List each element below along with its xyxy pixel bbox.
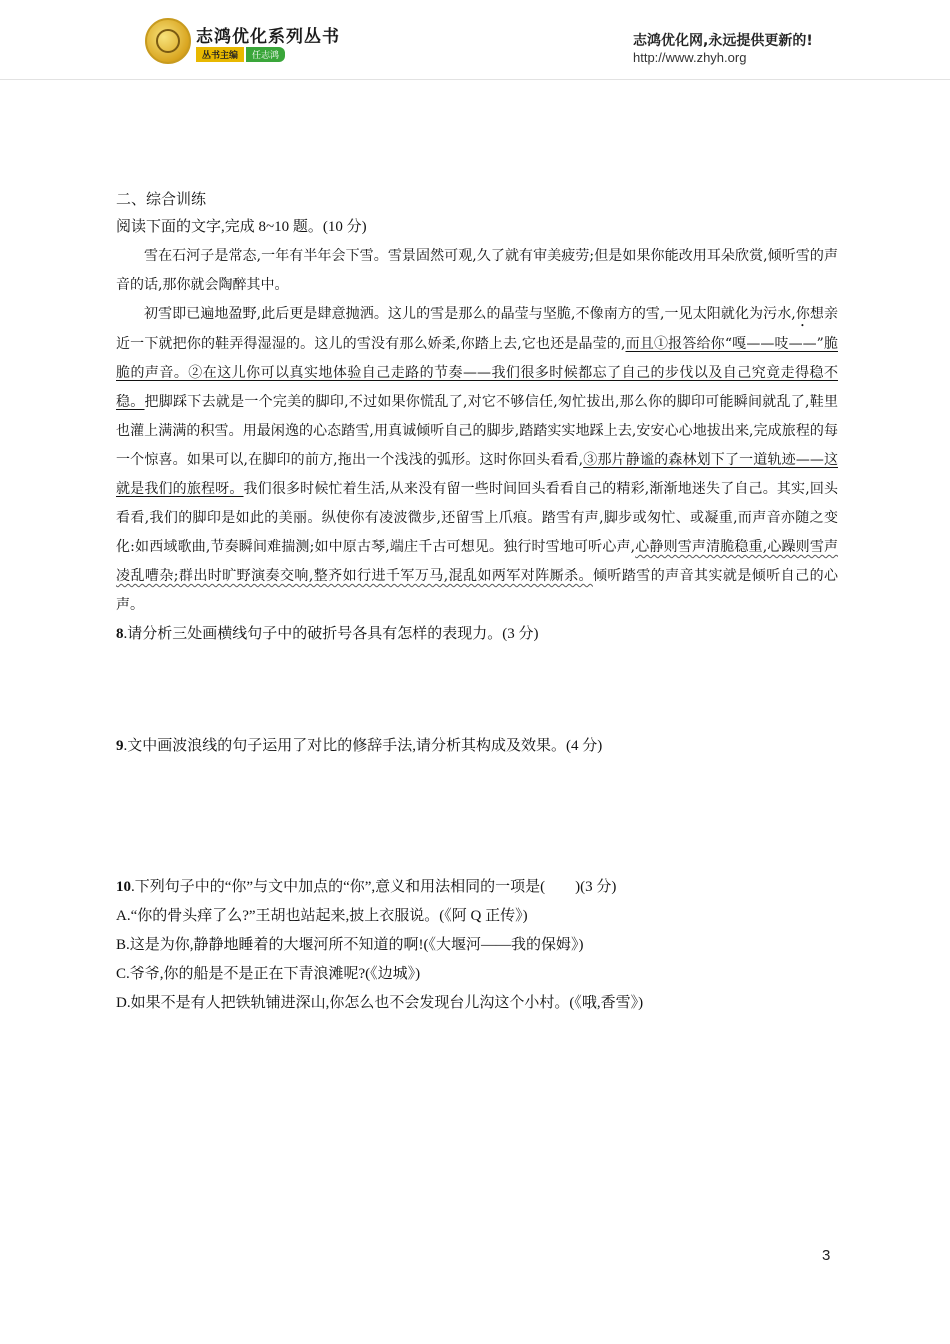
brand-title: 志鸿优化系列丛书 [196,27,340,47]
page-header [0,0,950,80]
section-title: 二、综合训练 [116,190,207,208]
passage-paragraph-1: 雪在石河子是常态,一年有半年会下雪。雪景固然可观,久了就有审美疲劳;但是如果你能改用耳朵欣赏,倾听雪的声音的话,那你就会陶醉其中。 [116,248,838,293]
section-intro: 阅读下面的文字,完成 8~10 题。(10 分) [116,219,367,235]
underlined-sentence-3: ③那片静谧的森林划下了一道轨迹——这就是我们的旅程呀。 [116,452,838,497]
site-url[interactable]: http://www.zhyh.org [633,50,747,65]
site-slogan: 志鸿优化网,永远提供更新的! [633,33,813,49]
page-content [116,186,838,1018]
question-9: 9.文中画波浪线的句子运用了对比的修辞手法,请分析其构成及效果。(4 分) [116,738,603,754]
dotted-word: 你 [795,306,810,322]
answer-space-9 [116,761,838,873]
question-8: 8.请分析三处画横线句子中的破折号各具有怎样的表现力。(3 分) [116,626,539,642]
option-b: B.这是为你,静静地睡着的大堰河所不知道的啊!(《大堰河——我的保姆》) [116,937,584,953]
option-c: C.爷爷,你的船是不是正在下青浪滩呢?(《边城》) [116,966,421,982]
option-a: A.“你的骨头痒了么?”王胡也站起来,披上衣服说。(《阿 Q 正传》) [116,908,528,924]
answer-space-8 [116,649,838,732]
brand-subtitle [196,47,285,61]
editor-tag: 丛书主编 [196,47,244,62]
editor-name: 任志鸿 [246,47,285,62]
question-10: 10.下列句子中的“你”与文中加点的“你”,意义和用法相同的一项是( )(3 分) [116,879,617,895]
header-divider [0,79,950,80]
series-logo-icon [145,18,191,64]
wavy-underlined-sentence: 心静则雪声清脆稳重,心躁则雪声凌乱嘈杂;群出时旷野演奏交响,整齐如行进千军万马,混乱如两军对阵厮杀。 [116,539,838,584]
page-number: 3 [822,1247,831,1264]
underlined-sentence-1-2: 而且①报答给你“嘎——吱——”脆脆的声音。②在这儿你可以真实地体验自己走路的节奏——我们很多时候都忘了自己的步伐以及自己究竟走得稳不稳。 [116,336,838,410]
option-d: D.如果不是有人把铁轨铺进深山,你怎么也不会发现台儿沟这个小村。(《哦,香雪》) [116,995,644,1011]
passage-paragraph-2: 初雪即已遍地盈野,此后更是肆意抛洒。这儿的雪是那么的晶莹与坚脆,不像南方的雪,一见太阳就化为污水,你想亲近一下就把你的鞋弄得湿湿的。这儿的雪没有那么娇柔,你踏上去,它也还是晶莹的,而且①报答给你“嘎——吱——”脆脆的声音。②在这儿你可以真实地体验自己走路的节奏——我们很多时候都忘了自己的步伐以及自己究竟走得稳不稳。把脚踩下去就是一个完美的脚印,不过如果你慌乱了,对它不够信任,匆忙拔出,那么你的脚印可能瞬间就乱了,鞋里也灌上满满的积雪。用最闲逸的心态踏雪,用真诚倾听自己的脚步,踏踏实实地踩上去,安安心心地拔出来,完成旅程的每一个惊喜。如果可以,在脚印的前方,拖出一个浅浅的弧形。这时你回头看看,③那片静谧的森林划下了一道轨迹——这就是我们的旅程呀。我们很多时候忙着生活,从来没有留一些时间回头看看自己的精彩,渐渐地迷失了自己。其实,回头看看,我们的脚印是如此的美丽。纵使你有凌波微步,还留雪上爪痕。踏雪有声,脚步或匆忙、或凝重,而声音亦随之变化:如西域歌曲,节奏瞬间难揣测;如中原古琴,端庄千古可想见。独行时雪地可听心声,心静则雪声清脆稳重,心躁则雪声凌乱嘈杂;群出时旷野演奏交响,整齐如行进千军万马,混乱如两军对阵厮杀。倾听踏雪的声音其实就是倾听自己的心声。 [116,306,839,613]
